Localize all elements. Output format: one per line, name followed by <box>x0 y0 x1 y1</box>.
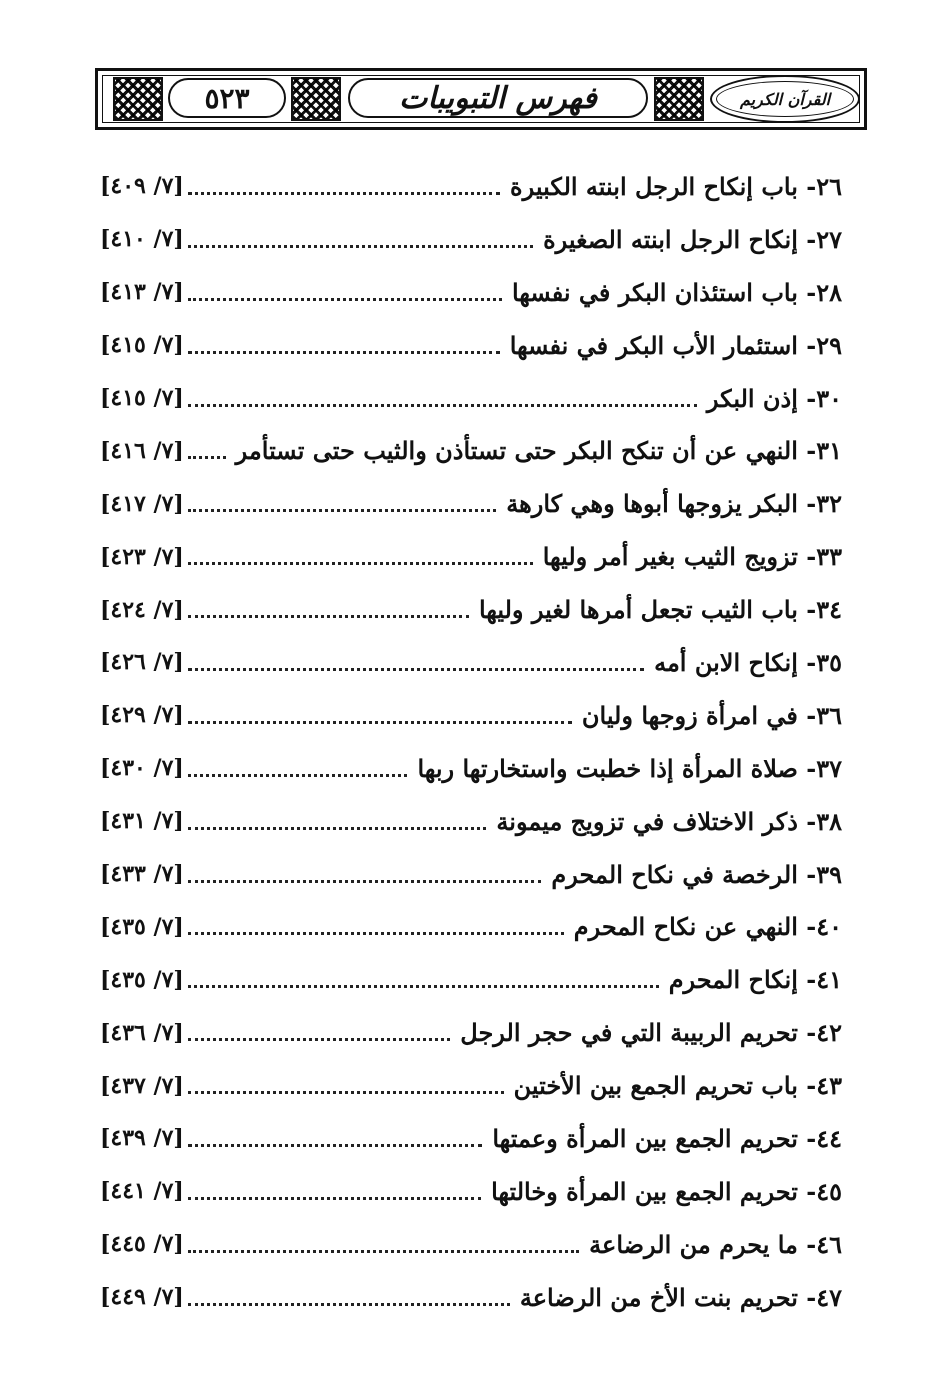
dot-leader <box>188 1144 483 1147</box>
entry-title: ٣٥- إنكاح الابن أمه <box>654 647 842 677</box>
page-header <box>95 68 867 130</box>
toc-entry <box>100 742 842 795</box>
entry-reference: [٧/ ٤٤٩] <box>100 1284 184 1311</box>
quran-emblem-icon <box>710 75 860 123</box>
dot-leader <box>188 351 500 354</box>
entry-title: ٣١- النهي عن أن تنكح البكر حتى تستأذن والثيب حتى تستأمر <box>235 436 842 466</box>
dot-leader <box>188 985 659 988</box>
dot-leader <box>188 245 533 248</box>
entry-title: ٣٠- إذن البكر <box>706 383 842 413</box>
entry-reference: [٧/ ٤١٥] <box>100 385 184 411</box>
toc-entry <box>100 795 842 848</box>
toc-entry <box>100 1271 842 1324</box>
dot-leader <box>188 1038 450 1041</box>
toc-entry <box>100 477 842 530</box>
toc-entry <box>100 900 842 953</box>
entry-reference: [٧/ ٤٢٩] <box>100 702 184 729</box>
ornament-icon <box>113 77 163 121</box>
entry-reference: [٧/ ٤٢٦] <box>100 649 184 676</box>
dot-leader <box>188 456 226 459</box>
entry-title: ٣٦- في امرأة زوجها وليان <box>581 700 842 730</box>
dot-leader <box>188 298 502 301</box>
dot-leader <box>188 615 469 618</box>
entry-title: ٤٢- تحريم الربيبة التي في حجر الرجل <box>460 1018 842 1048</box>
entry-title: ٣٨- ذكر الاختلاف في تزويج ميمونة <box>496 806 842 836</box>
entry-reference: [٧/ ٤٤١] <box>100 1178 184 1205</box>
entry-reference: [٧/ ٤٣٥] <box>100 913 184 940</box>
entry-title: ٢٧- إنكاح الرجل ابنته الصغيرة <box>543 224 842 254</box>
page-number: ٥٢٣ <box>204 81 250 115</box>
entry-reference: [٧/ ٤٣٠] <box>100 755 184 782</box>
dot-leader <box>188 509 496 512</box>
entry-reference: [٧/ ٤١٧] <box>100 490 184 517</box>
toc-entry <box>100 1218 842 1271</box>
entry-reference: [٧/ ٤٠٩] <box>100 173 184 200</box>
dot-leader <box>188 827 487 830</box>
page-number-cartouche <box>168 78 286 118</box>
entry-title: ٤٣- باب تحريم الجمع بين الأختين <box>513 1071 842 1101</box>
toc-entry <box>100 689 842 742</box>
entry-title: ٣٩- الرخصة في نكاح المحرم <box>551 859 842 889</box>
entry-reference: [٧/ ٤١٠] <box>100 226 184 253</box>
entry-title: ٤٦- ما يحرم من الرضاعة <box>589 1229 842 1259</box>
toc-entry <box>100 1006 842 1059</box>
entry-title: ٣٤- باب الثيب تجعل أمرها لغير وليها <box>478 595 842 625</box>
entry-title: ٢٨- باب استئذان البكر في نفسها <box>511 277 842 307</box>
toc-entry <box>100 160 842 213</box>
dot-leader <box>188 1250 579 1253</box>
ornament-icon <box>291 77 341 121</box>
entry-title: ٤١- إنكاح المحرم <box>668 965 842 995</box>
entry-reference: [٧/ ٤٢٣] <box>100 543 184 570</box>
dot-leader <box>188 668 644 671</box>
emblem-text: القرآن الكريم <box>739 89 831 109</box>
dot-leader <box>188 562 533 565</box>
toc-entry <box>100 319 842 372</box>
dot-leader <box>188 404 697 407</box>
entry-title: ٤٠- النهي عن نكاح المحرم <box>573 912 842 942</box>
toc-entry <box>100 1112 842 1165</box>
toc-entry <box>100 424 842 477</box>
entry-title: ٤٧- تحريم بنت الأخ من الرضاعة <box>519 1282 842 1312</box>
entry-reference: [٧/ ٤٣٩] <box>100 1125 184 1152</box>
entry-reference: [٧/ ٤١٣] <box>100 279 184 306</box>
ornament-icon <box>654 77 704 121</box>
dot-leader <box>188 1303 510 1306</box>
table-of-contents <box>100 160 842 1324</box>
dot-leader <box>188 1091 504 1094</box>
toc-entry <box>100 1165 842 1218</box>
toc-entry <box>100 213 842 266</box>
entry-reference: [٧/ ٤٤٥] <box>100 1231 184 1258</box>
entry-title: ٣٣- تزويج الثيب بغير أمر وليها <box>542 542 842 572</box>
page-title: فهرس التبويبات <box>399 80 597 116</box>
entry-reference: [٧/ ٤١٦] <box>100 437 184 464</box>
dot-leader <box>188 880 542 883</box>
entry-title: ٤٥- تحريم الجمع بين المرأة وخالتها <box>491 1176 842 1206</box>
entry-title: ٣٢- البكر يزوجها أبوها وهي كارهة <box>506 489 842 519</box>
dot-leader <box>188 192 500 195</box>
toc-entry <box>100 953 842 1006</box>
toc-entry <box>100 583 842 636</box>
entry-title: ٣٧- صلاة المرأة إذا خطبت واستخارتها ربها <box>417 753 842 783</box>
entry-reference: [٧/ ٤٢٤] <box>100 596 184 623</box>
entry-reference: [٧/ ٤٣٧] <box>100 1072 184 1099</box>
entry-title: ٤٤- تحريم الجمع بين المرأة وعمتها <box>492 1123 842 1153</box>
toc-entry <box>100 848 842 901</box>
title-cartouche <box>348 78 648 118</box>
dot-leader <box>188 932 564 935</box>
toc-entry <box>100 530 842 583</box>
entry-reference: [٧/ ٤١٥] <box>100 332 184 359</box>
dot-leader <box>188 774 408 777</box>
toc-entry <box>100 266 842 319</box>
entry-reference: [٧/ ٤٣٣] <box>100 861 184 888</box>
entry-title: ٢٩- استئمار الأب البكر في نفسها <box>509 330 842 360</box>
dot-leader <box>188 1197 481 1200</box>
entry-reference: [٧/ ٤٣٦] <box>100 1019 184 1046</box>
entry-reference: [٧/ ٤٣١] <box>100 808 184 835</box>
toc-entry <box>100 1059 842 1112</box>
dot-leader <box>188 721 572 724</box>
toc-entry <box>100 636 842 689</box>
entry-title: ٢٦- باب إنكاح الرجل ابنته الكبيرة <box>510 171 842 201</box>
entry-reference: [٧/ ٤٣٥] <box>100 966 184 993</box>
toc-entry <box>100 372 842 425</box>
